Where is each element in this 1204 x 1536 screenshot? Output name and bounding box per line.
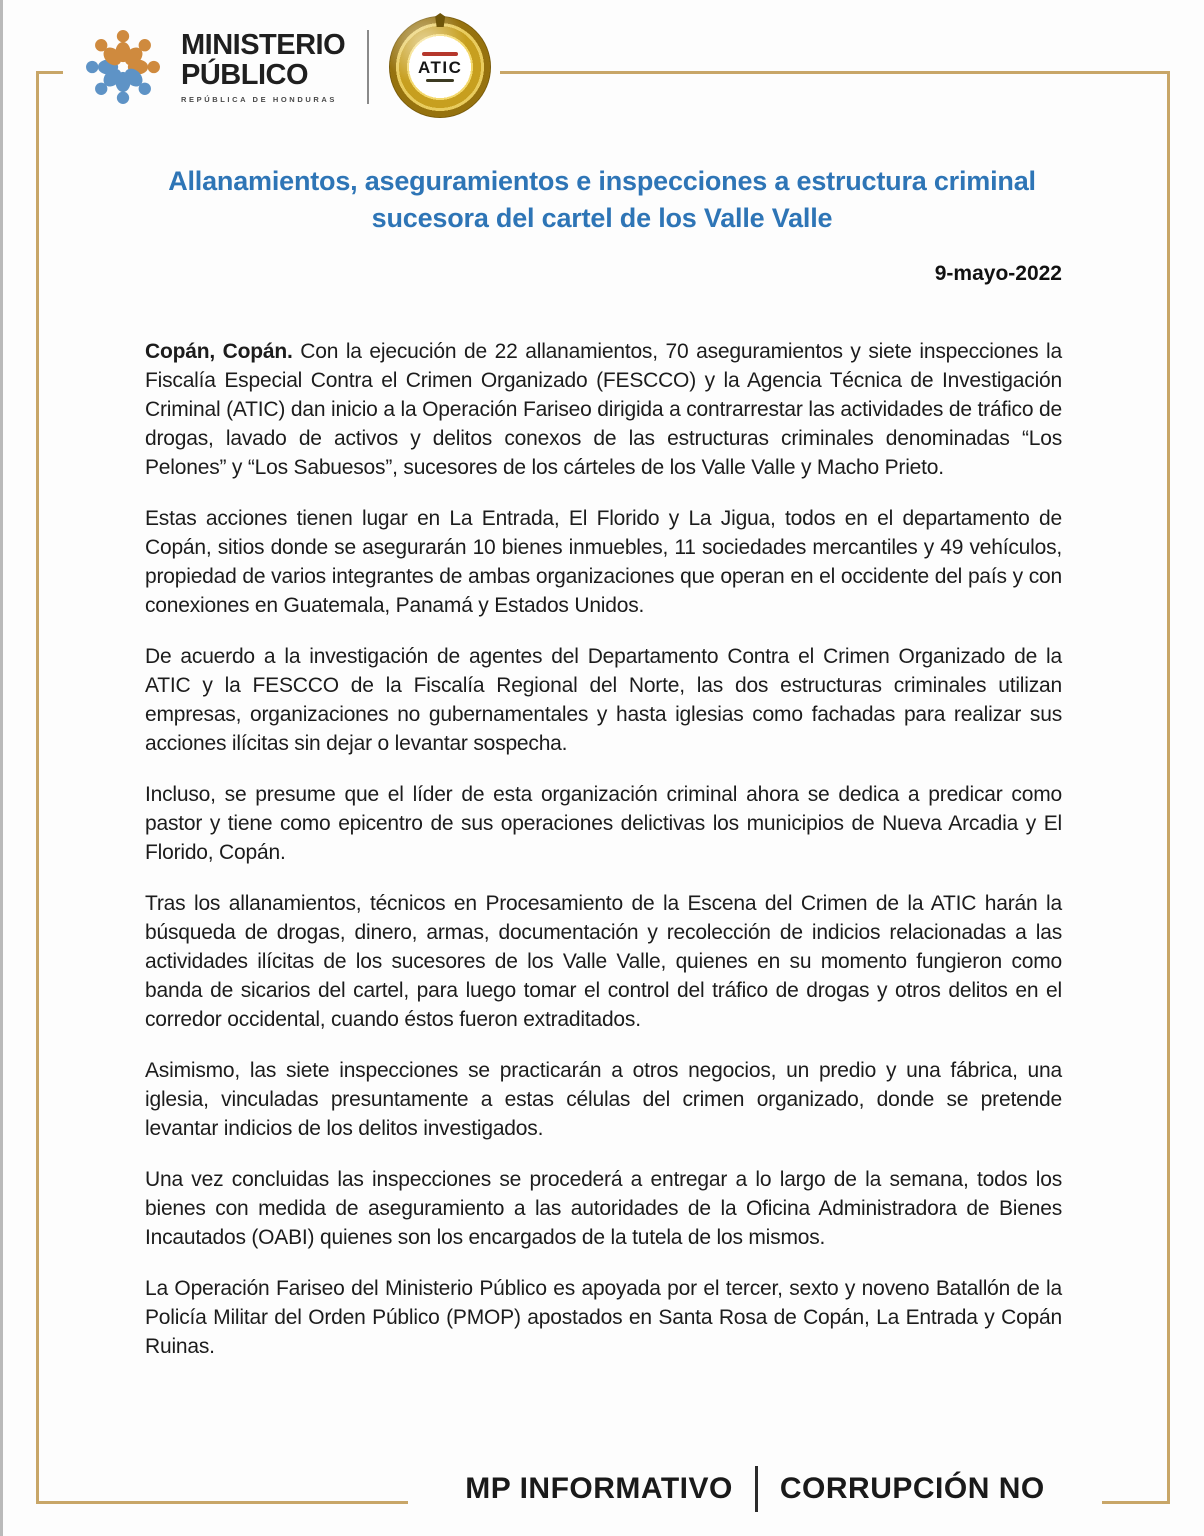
footer-right-label: CORRUPCIÓN NO (779, 1472, 1045, 1505)
atic-top-motto-line (422, 52, 458, 56)
footer-left-label: MP INFORMATIVO (465, 1472, 733, 1505)
header (63, 6, 500, 128)
paragraph: La Operación Fariseo del Ministerio Público es apoyada por el tercer, sexto y noveno Batallón de la Policía Militar del Orden Público (PMOP) apostados en Santa Rosa de Copán, La Entrada y Copán Ruinas. (145, 1277, 1062, 1358)
article-title (0, 163, 1204, 237)
org-subtitle: REPÚBLICA DE HONDURAS (181, 95, 337, 105)
paragraph: Copán, Copán. Con la ejecución de 22 allanamientos, 70 aseguramientos y siete inspecciones la Fiscalía Especial Contra el Crimen Organizado (FESCCO) y la Agencia Técnica de Investigación Criminal (ATIC) dan inicio a la Operación Fariseo dirigida a contrarrestar las actividades de tráfico de drogas, lavado de activos y delitos conexos de las estructuras criminales denominadas “Los Pelones” y “Los Sabuesos”, sucesores de los cárteles de los Valle Valle y Macho Prieto. (145, 340, 1062, 479)
footer (408, 1453, 1102, 1525)
paragraph: Una vez concluidas las inspecciones se procederá a entregar a lo largo de la semana, todos los bienes con medida de aseguramiento a las autoridades de la Oficina Administradora de Bienes Incautados (OABI) quienes son los encargados de la tutela de los mismos. (145, 1168, 1062, 1249)
footer-divider (755, 1466, 758, 1512)
org-name-line1: MINISTERIO (181, 29, 346, 62)
paragraph-lead: Copán, Copán. (145, 340, 301, 363)
paragraph: Tras los allanamientos, técnicos en Procesamiento de la Escena del Crimen de la ATIC harán la búsqueda de drogas, dinero, armas, documentación y recolección de indicios relacionadas a las actividades ilícitas de los sucesores de los Valle Valle, quienes en su momento fungieron como banda de sicarios del cartel, para luego tomar el control del tráfico de drogas y otros delitos en el corredor occidental, cuando éstos fueron extraditados. (145, 892, 1062, 1031)
paragraph: Asimismo, las siete inspecciones se practicarán a otros negocios, un predio y una fábrica, una iglesia, vinculadas presuntamente a estas células del crimen organizado, donde se pretende levantar indicios de los delitos investigados. (145, 1059, 1062, 1140)
org-name-line2: PÚBLICO (181, 59, 308, 92)
article-body (145, 337, 1062, 1383)
article-title-line2: sucesora del cartel de los Valle Valle (371, 203, 833, 233)
org-wordmark (181, 30, 345, 104)
atic-label: ATIC (417, 58, 463, 77)
paragraph: Estas acciones tienen lugar en La Entrada, El Florido y La Jigua, todos en el departamento de Copán, sitios donde se asegurarán 10 bienes inmuebles, 11 sociedades mercantiles y 49 vehículos, propiedad de varios integrantes de ambas organizaciones que operan en el occidente del país y con conexiones en Guatemala, Panamá y Estados Unidos. (145, 507, 1062, 617)
atic-seal-icon (389, 16, 491, 118)
paragraph: Incluso, se presume que el líder de esta organización criminal ahora se dedica a predicar como pastor y tiene como epicentro de sus operaciones delictivas los municipios de Nueva Arcadia y El Florido, Copán. (145, 783, 1062, 864)
header-divider (367, 30, 369, 104)
article-date: 9-mayo-2022 (934, 262, 1062, 285)
atic-bottom-motto-line (426, 79, 454, 82)
ministerio-publico-logo-icon (79, 23, 167, 111)
paragraph: De acuerdo a la investigación de agentes del Departamento Contra el Crimen Organizado de la ATIC y la FESCCO de la Fiscalía Regional del Norte, las dos estructuras criminales utilizan empresas, organizaciones no gubernamentales y hasta iglesias como fachadas para realizar sus acciones ilícitas sin dejar o levantar sospecha. (145, 645, 1062, 755)
article-title-line1: Allanamientos, aseguramientos e inspecciones a estructura criminal (168, 166, 1036, 196)
